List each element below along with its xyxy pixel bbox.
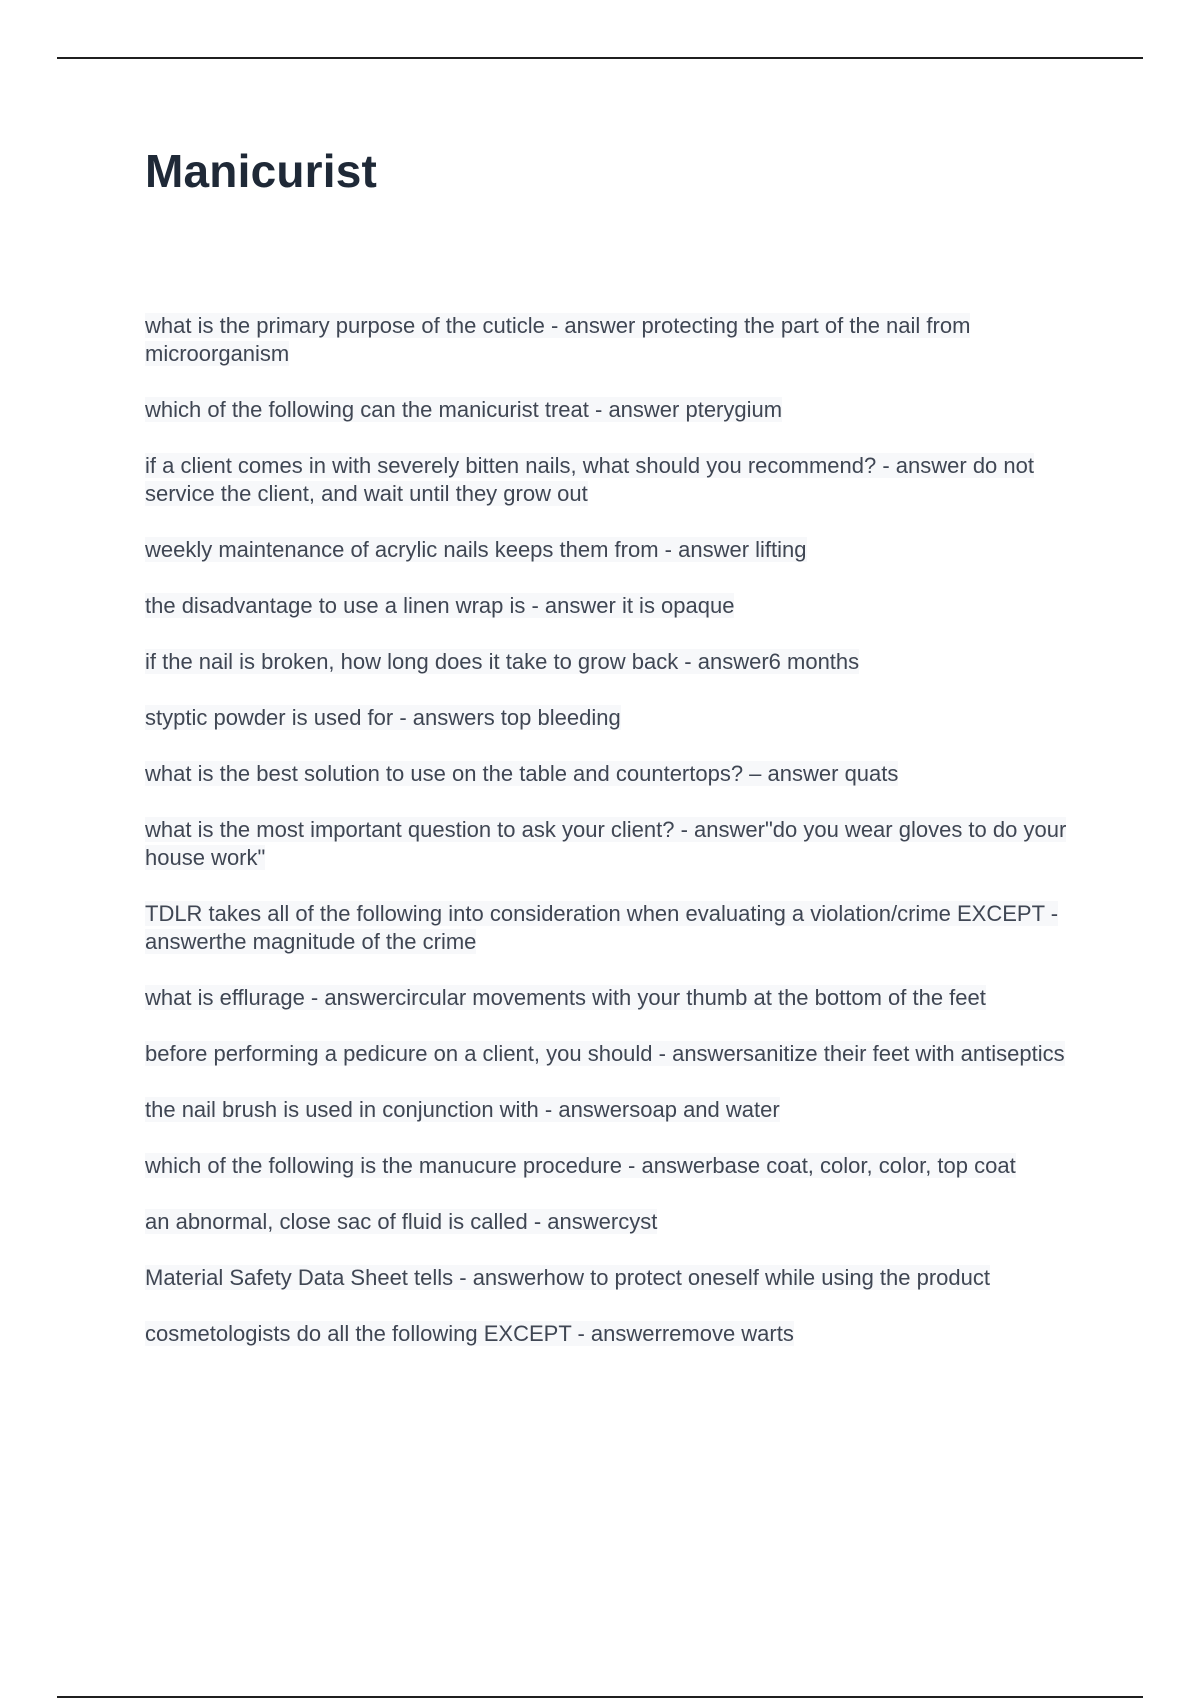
qa-item: [145, 900, 1080, 956]
qa-text: the nail brush is used in conjunction with - answersoap and water: [145, 1097, 780, 1122]
qa-text: Material Safety Data Sheet tells - answerhow to protect oneself while using the product: [145, 1265, 991, 1290]
qa-item: [145, 816, 1080, 872]
qa-item: [145, 1096, 1080, 1124]
qa-item: [145, 984, 1080, 1012]
qa-text: if a client comes in with severely bitten nails, what should you recommend? - answer do not service the client, and wait until they grow out: [145, 453, 1034, 506]
page-title: Manicurist: [145, 145, 378, 197]
qa-text: what is the best solution to use on the table and countertops? – answer quats: [145, 761, 899, 786]
qa-text: what is the most important question to ask your client? - answer"do you wear gloves to do your house work": [145, 817, 1067, 870]
qa-text: which of the following is the manucure procedure - answerbase coat, color, color, top coat: [145, 1153, 1016, 1178]
qa-item: [145, 1208, 1080, 1236]
qa-item: [145, 312, 1080, 368]
qa-text: weekly maintenance of acrylic nails keeps them from - answer lifting: [145, 537, 807, 562]
qa-text: what is the primary purpose of the cuticle - answer protecting the part of the nail from microorganism: [145, 313, 971, 366]
qa-text: the disadvantage to use a linen wrap is - answer it is opaque: [145, 593, 735, 618]
qa-item: [145, 648, 1080, 676]
qa-item: [145, 536, 1080, 564]
top-rule: [57, 57, 1143, 59]
qa-text: if the nail is broken, how long does it take to grow back - answer6 months: [145, 649, 860, 674]
qa-text: styptic powder is used for - answers top bleeding: [145, 705, 621, 730]
qa-item: [145, 592, 1080, 620]
qa-item: [145, 452, 1080, 508]
qa-item: [145, 396, 1080, 424]
qa-item: [145, 1264, 1080, 1292]
qa-text: before performing a pedicure on a client, you should - answersanitize their feet with antiseptics: [145, 1041, 1065, 1066]
qa-list: [145, 312, 1080, 1376]
qa-item: [145, 704, 1080, 732]
bottom-rule: [57, 1696, 1143, 1698]
qa-text: what is efflurage - answercircular movements with your thumb at the bottom of the feet: [145, 985, 986, 1010]
qa-item: [145, 1040, 1080, 1068]
qa-item: [145, 1320, 1080, 1348]
qa-text: which of the following can the manicurist treat - answer pterygium: [145, 397, 783, 422]
qa-text: TDLR takes all of the following into consideration when evaluating a violation/crime EXCEPT - answerthe magnitude of the crime: [145, 901, 1059, 954]
qa-item: [145, 760, 1080, 788]
qa-item: [145, 1152, 1080, 1180]
qa-text: an abnormal, close sac of fluid is called - answercyst: [145, 1209, 658, 1234]
qa-text: cosmetologists do all the following EXCEPT - answerremove warts: [145, 1321, 794, 1346]
